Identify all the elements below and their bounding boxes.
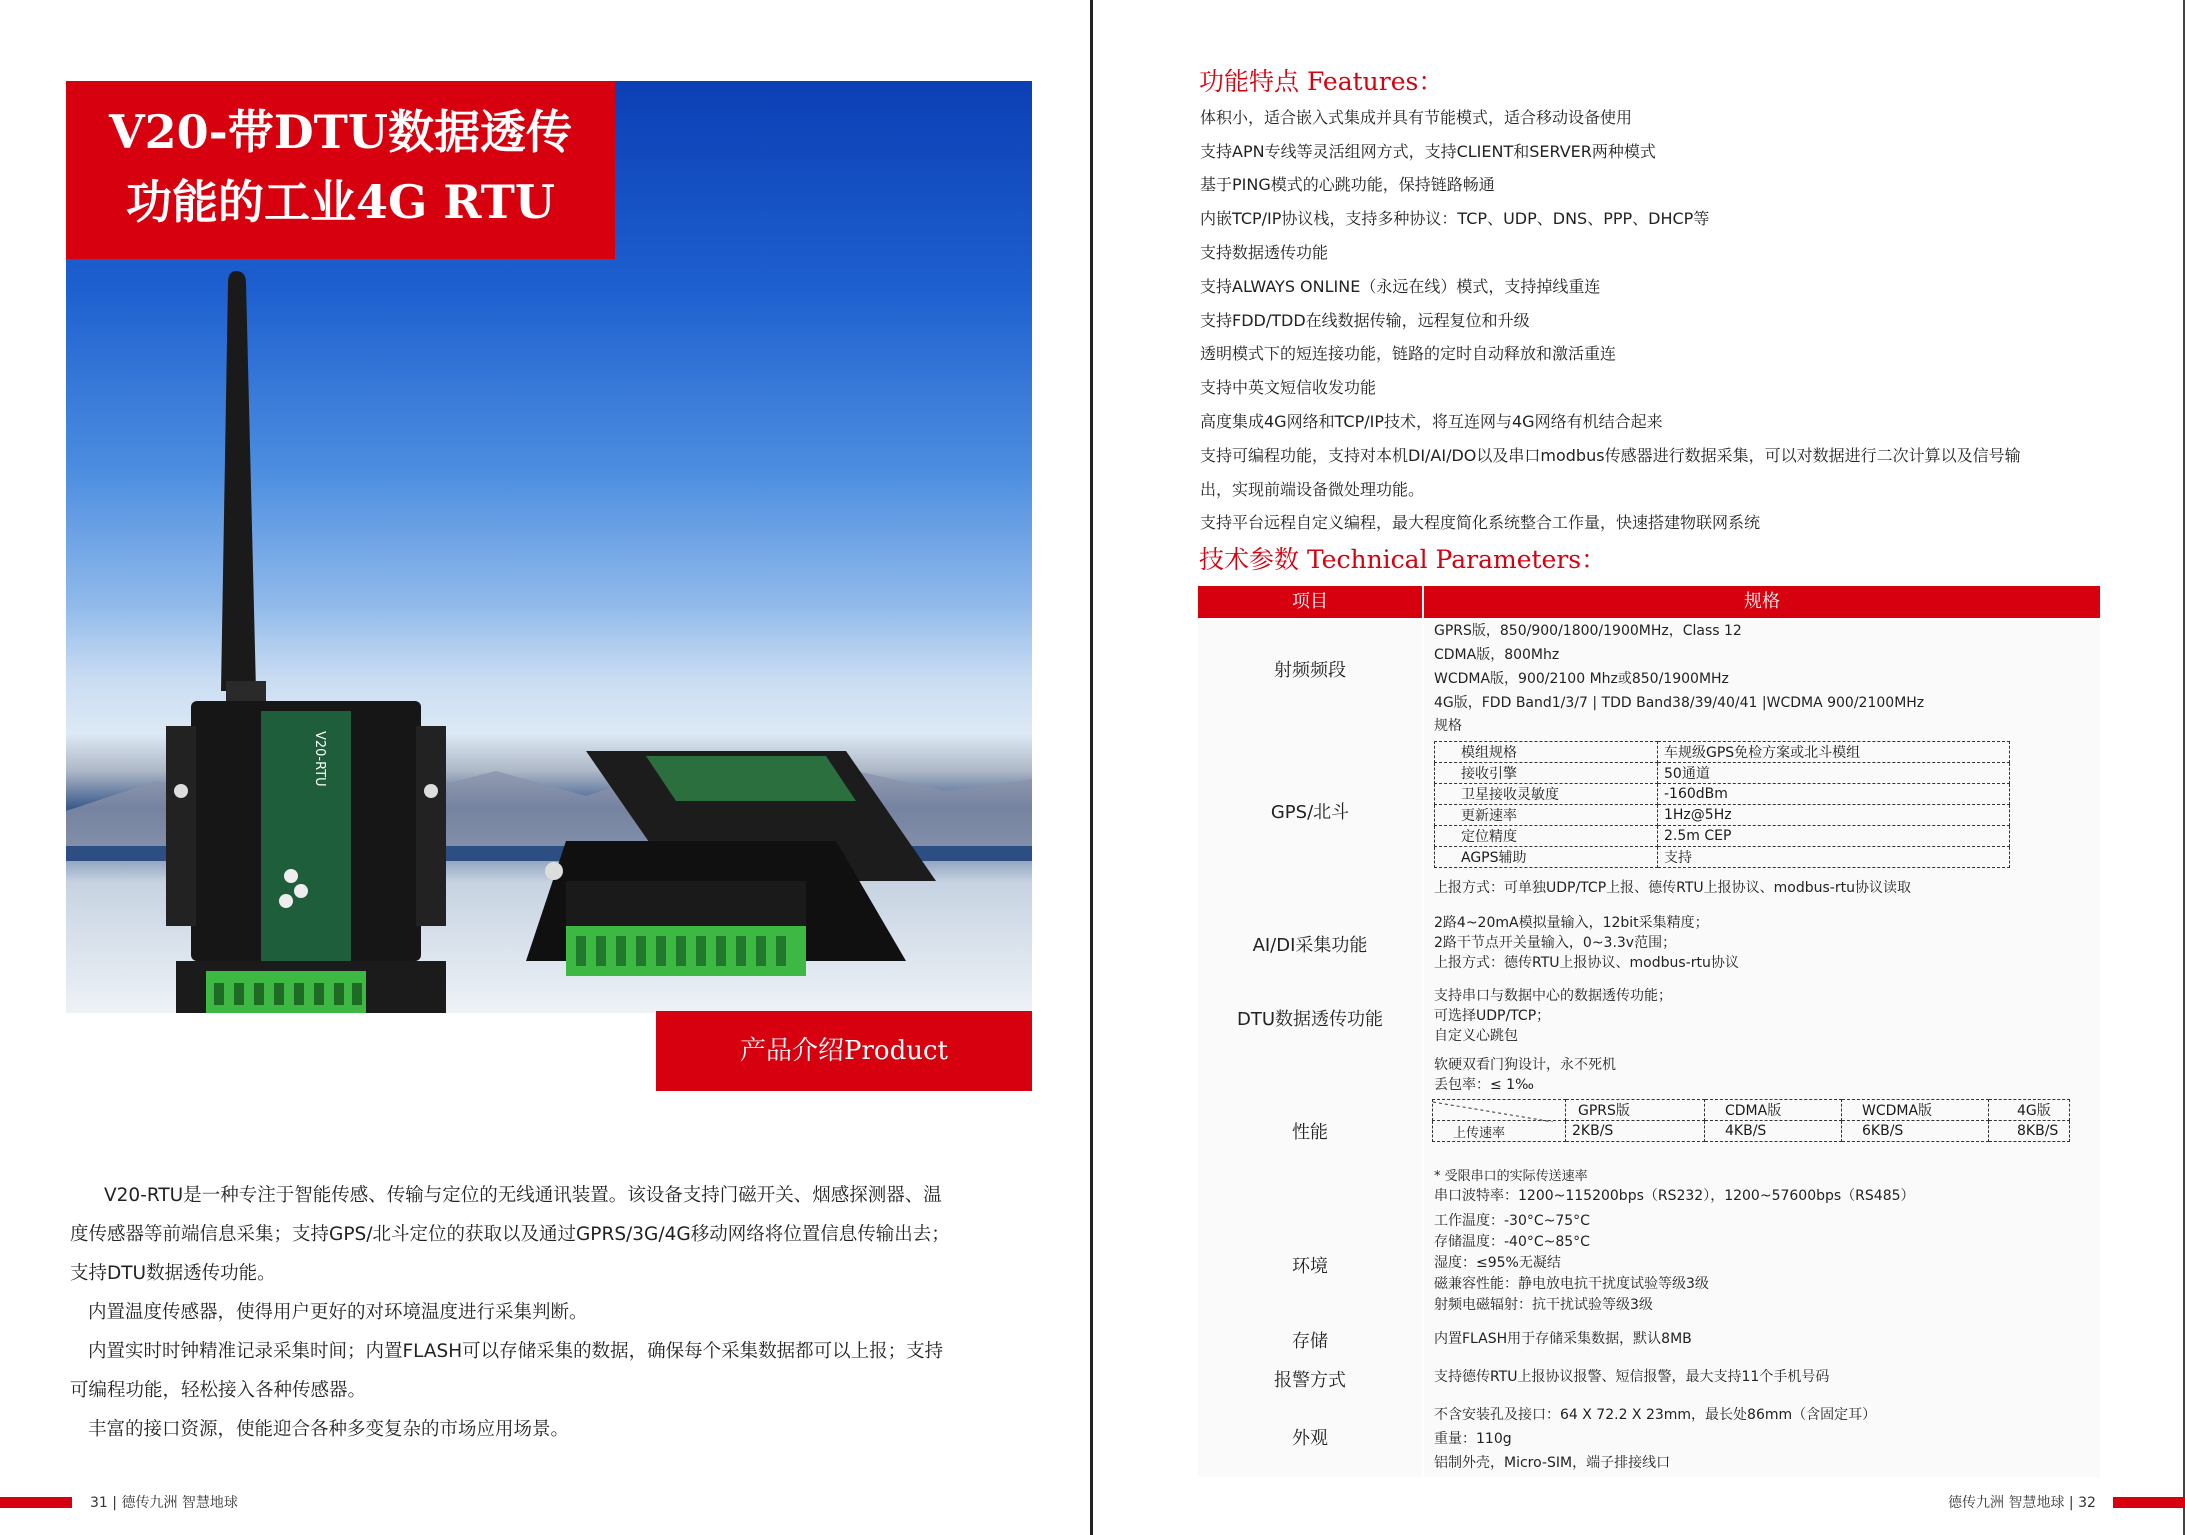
page-number-right: 32 [2078, 1495, 2096, 1511]
aidi-spec: 上报方式：德传RTU上报协议、modbus-rtu协议 [1434, 955, 1739, 971]
gps-value: -160dBm [1658, 784, 2010, 805]
row-label-rf: 射频频段 [1274, 660, 1346, 681]
feature-item: 支持可编程功能，支持对本机DI/AI/DO以及串口modbus传感器进行数据采集，可以对数据进行二次计算以及信号输 [1200, 446, 2021, 465]
intro-heading: 产品介绍Product Introduction [740, 1036, 948, 1146]
dtu-spec: 自定义心跳包 [1434, 1028, 1518, 1044]
body-paragraph-2: 内置温度传感器，使得用户更好的对环境温度进行采集判断。 [88, 1302, 588, 1323]
perf-note: 串口波特率：1200~115200bps（RS232），1200~57600bps（RS485） [1434, 1188, 1915, 1204]
device-model-text: V20-RTU [312, 731, 327, 787]
table-divider [1422, 620, 1424, 1477]
title-line-1: V20-带DTU数据透传 [108, 105, 573, 159]
page-number-left: 31 [90, 1495, 108, 1511]
page-spine [1090, 0, 1093, 1535]
table-row [1435, 826, 2010, 847]
row-label-perf: 性能 [1292, 1122, 1328, 1143]
body-paragraph-1b: 度传感器等前端信息采集；支持GPS/北斗定位的获取以及通过GPRS/3G/4G移动网络将位置信息传输出去； [70, 1224, 950, 1245]
gps-value: 1Hz@5Hz [1658, 805, 2010, 826]
alarm-spec: 支持德传RTU上报协议报警、短信报警，最大支持11个手机号码 [1434, 1369, 1830, 1385]
footer-right [1948, 1492, 2096, 1512]
feature-item: 支持APN专线等灵活组网方式，支持CLIENT和SERVER两种模式 [1200, 142, 1656, 161]
device-label-panel [261, 711, 351, 961]
row-label-storage: 存储 [1292, 1331, 1328, 1352]
perf-spec: 丢包率：≤ 1‰ [1434, 1077, 1534, 1093]
device-lying [526, 731, 946, 1011]
feature-item: 出，实现前端设备微处理功能。 [1200, 480, 1425, 499]
rf-spec: CDMA版，800Mhz [1434, 647, 1560, 663]
body-paragraph-4: 丰富的接口资源，使能迎合各种多变复杂的市场应用场景。 [88, 1419, 570, 1440]
gps-key: 更新速率 [1435, 805, 1658, 826]
row-label-alarm: 报警方式 [1274, 1370, 1346, 1391]
gps-report-method: 上报方式：可单独UDP/TCP上报、德传RTU上报协议、modbus-rtu协议读取 [1434, 880, 1911, 896]
rate-header: 4G版 [1989, 1100, 2070, 1121]
footer-slogan-left: 德传九洲 智慧地球 [121, 1495, 238, 1511]
title-line-2: 功能的工业4G RTU [125, 175, 556, 229]
table-row [1435, 847, 2010, 868]
gps-value: 支持 [1658, 847, 2010, 868]
gps-key: 接收引擎 [1435, 763, 1658, 784]
footer-slogan-right: 德传九洲 智慧地球 [1948, 1495, 2065, 1511]
antenna [221, 271, 256, 691]
rate-value: 4KB/S [1705, 1121, 1842, 1142]
env-spec: 湿度：≤95%无凝结 [1434, 1255, 1561, 1271]
env-spec: 射频电磁辐射：抗干扰试验等级3级 [1434, 1297, 1653, 1313]
gps-key: 卫星接收灵敏度 [1435, 784, 1658, 805]
feature-item: 支持数据透传功能 [1200, 243, 1329, 262]
perf-spec: 软硬双看门狗设计，永不死机 [1434, 1057, 1616, 1073]
appearance-spec: 重量：110g [1434, 1431, 1512, 1447]
appearance-spec: 铝制外壳，Micro-SIM，端子排接线口 [1434, 1455, 1671, 1471]
table-row [1433, 1121, 2070, 1142]
features-heading: 功能特点 Features： [1199, 67, 1444, 96]
env-spec: 存储温度：-40°C~85°C [1434, 1234, 1590, 1250]
feature-item: 支持ALWAYS ONLINE（永远在线）模式，支持掉线重连 [1200, 277, 1601, 296]
rf-spec: 4G版，FDD Band1/3/7 | TDD Band38/39/40/41 |WCDMA 900/2100MHz [1434, 695, 1925, 711]
rate-value: 8KB/S [1989, 1121, 2070, 1142]
rate-value: 2KB/S [1566, 1121, 1705, 1142]
row-label-env: 环境 [1292, 1256, 1328, 1277]
table-row [1435, 742, 2010, 763]
rate-header: CDMA版 [1705, 1100, 1842, 1121]
feature-item: 基于PING模式的心跳功能，保持链路畅通 [1200, 175, 1495, 194]
perf-note: * 受限串口的实际传送速率 [1434, 1169, 1588, 1184]
env-spec: 磁兼容性能：静电放电抗干扰度试验等级3级 [1434, 1276, 1709, 1292]
table-row [1435, 763, 2010, 784]
gps-key: AGPS辅助 [1435, 847, 1658, 868]
body-paragraph-1c: 支持DTU数据透传功能。 [70, 1263, 276, 1284]
rf-spec: GPRS版，850/900/1800/1900MHz，Class 12 [1434, 623, 1742, 639]
upload-rate-table [1432, 1099, 2070, 1142]
product-title [66, 97, 615, 237]
feature-item: 支持中英文短信收发功能 [1200, 378, 1377, 397]
table-header-item: 项目 [1198, 586, 1422, 618]
body-paragraph-3: 内置实时时钟精准记录采集时间；内置FLASH可以存储采集的数据，确保每个采集数据都可以上报；支持 [88, 1341, 944, 1362]
params-heading: 技术参数 Technical Parameters： [1199, 545, 1607, 574]
rate-row-label: 上传速率 [1433, 1121, 1566, 1142]
dtu-spec: 支持串口与数据中心的数据透传功能； [1434, 988, 1672, 1004]
aidi-spec: 2路干节点开关量输入，0~3.3v范围； [1434, 935, 1677, 951]
rate-header: WCDMA版 [1842, 1100, 1989, 1121]
rf-spec: 规格 [1434, 718, 1462, 734]
rf-spec: WCDMA版，900/2100 Mhz或850/1900MHz [1434, 671, 1729, 687]
gps-value: 车规级GPS免检方案或北斗模组 [1658, 742, 2010, 763]
row-label-gps: GPS/北斗 [1270, 802, 1350, 823]
device-standing [166, 271, 526, 1013]
body-paragraph-3b: 可编程功能，轻松接入各种传感器。 [70, 1380, 367, 1401]
row-label-aidi: AI/DI采集功能 [1252, 935, 1368, 956]
aidi-spec: 2路4~20mA模拟量输入，12bit采集精度； [1434, 915, 1709, 931]
env-spec: 工作温度：-30°C~75°C [1434, 1213, 1590, 1229]
body-paragraph-1: V20-RTU是一种专注于智能传感、传输与定位的无线通讯装置。该设备支持门磁开关、烟感探测器、温 [104, 1185, 942, 1206]
feature-item: 体积小，适合嵌入式集成并具有节能模式，适合移动设备使用 [1200, 108, 1633, 127]
footer-bar-right [2113, 1497, 2185, 1508]
table-row [1435, 805, 2010, 826]
rate-header: GPRS版 [1566, 1100, 1705, 1121]
appearance-spec: 不含安装孔及接口：64 X 72.2 X 23mm，最长处86mm（含固定耳） [1434, 1407, 1877, 1423]
footer-bar-left [0, 1497, 72, 1508]
gps-key: 模组规格 [1435, 742, 1658, 763]
rate-value: 6KB/S [1842, 1121, 1989, 1142]
row-label-appearance: 外观 [1292, 1428, 1328, 1449]
gps-spec-table [1434, 741, 2010, 868]
table-row [1433, 1100, 2070, 1121]
footer-separator-right: | [2068, 1495, 2074, 1511]
footer-separator-left: | [112, 1495, 117, 1511]
footer-left [90, 1492, 238, 1512]
dtu-spec: 可选择UDP/TCP； [1434, 1008, 1551, 1024]
table-row [1435, 784, 2010, 805]
gps-value: 50通道 [1658, 763, 2010, 784]
feature-item: 透明模式下的短连接功能，链路的定时自动释放和激活重连 [1200, 344, 1617, 363]
gps-key: 定位精度 [1435, 826, 1658, 847]
feature-item: 支持FDD/TDD在线数据传输，远程复位和升级 [1200, 311, 1530, 330]
row-label-dtu: DTU数据透传功能 [1236, 1009, 1384, 1030]
gps-value: 2.5m CEP [1658, 826, 2010, 847]
table-header-spec: 规格 [1424, 586, 2100, 618]
diagonal-line [1433, 1100, 1553, 1122]
feature-item: 高度集成4G网络和TCP/IP技术，将互连网与4G网络有机结合起来 [1200, 412, 1663, 431]
rate-corner-cell [1433, 1100, 1566, 1121]
feature-item: 支持平台远程自定义编程，最大程度简化系统整合工作量，快速搭建物联网系统 [1200, 513, 1761, 532]
storage-spec: 内置FLASH用于存储采集数据，默认8MB [1434, 1331, 1692, 1347]
feature-item: 内嵌TCP/IP协议栈，支持多种协议：TCP、UDP、DNS、PPP、DHCP等 [1200, 209, 1710, 228]
